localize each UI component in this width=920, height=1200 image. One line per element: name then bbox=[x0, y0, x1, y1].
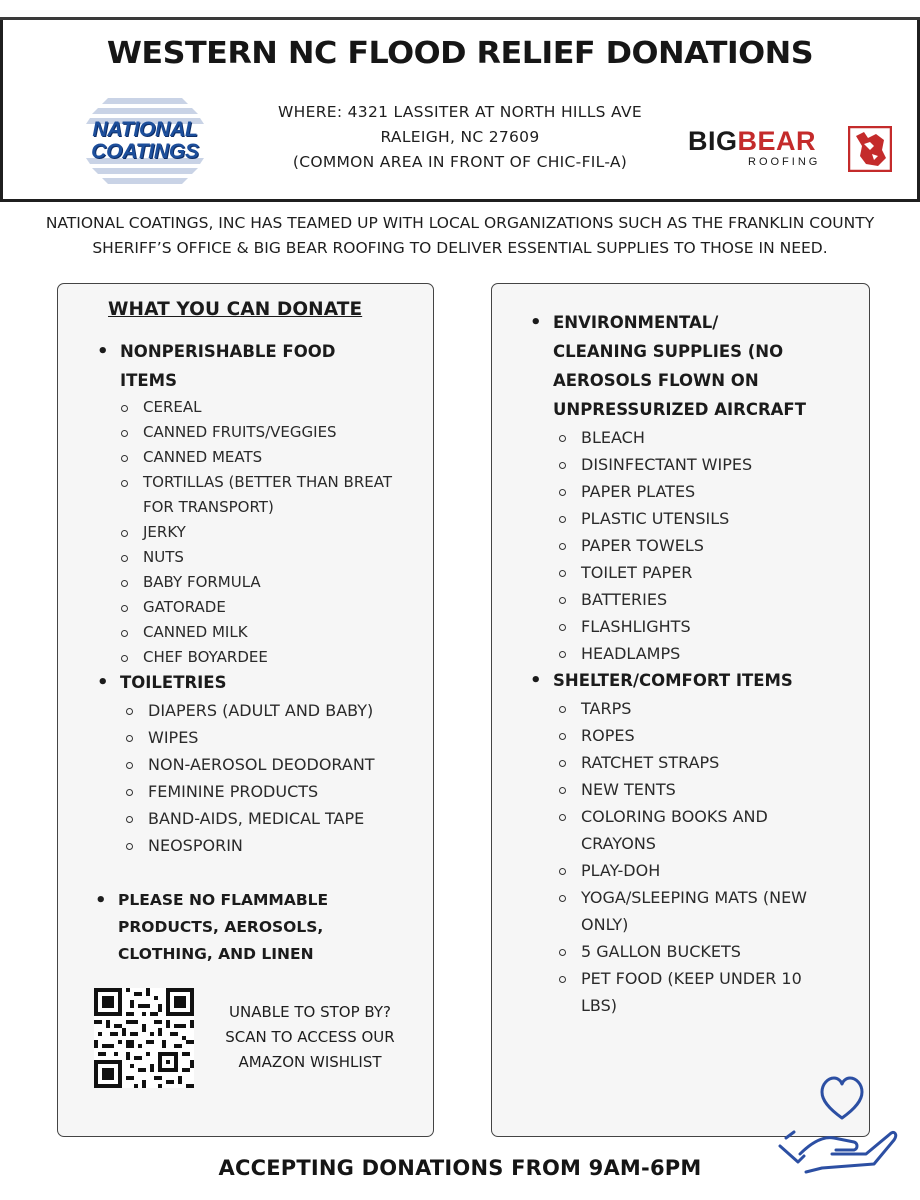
bullet-icon: • bbox=[95, 890, 107, 911]
callout-line: UNABLE TO STOP BY? bbox=[229, 1003, 391, 1021]
list-item: FEMININE PRODUCTS bbox=[148, 778, 428, 805]
list-item: FLASHLIGHTS bbox=[581, 613, 861, 640]
item-line: YOGA/SLEEPING MATS (NEW bbox=[581, 888, 807, 907]
list-item bbox=[581, 965, 861, 1019]
toiletries-category-list bbox=[120, 668, 420, 697]
category-label-line: UNPRESSURIZED AIRCRAFT bbox=[553, 400, 806, 419]
notice-line: PLEASE NO FLAMMABLE bbox=[118, 891, 329, 909]
big-bear-roofing-logo bbox=[688, 126, 898, 176]
big-bear-wordmark bbox=[688, 126, 816, 157]
qr-code-icon[interactable] bbox=[94, 988, 194, 1088]
item-line: ONLY) bbox=[581, 915, 629, 934]
item-line: PET FOOD (KEEP UNDER 10 bbox=[581, 969, 802, 988]
list-item bbox=[581, 884, 861, 938]
bear-text: BEAR bbox=[737, 126, 817, 156]
list-item: BATTERIES bbox=[581, 586, 861, 613]
list-item: ROPES bbox=[581, 722, 861, 749]
callout-line: SCAN TO ACCESS OUR bbox=[225, 1028, 395, 1046]
page-title: WESTERN NC FLOOD RELIEF DONATIONS bbox=[106, 36, 814, 71]
list-item: DISINFECTANT WIPES bbox=[581, 451, 861, 478]
list-item: CANNED FRUITS/VEGGIES bbox=[143, 420, 423, 445]
item-line: LBS) bbox=[581, 996, 618, 1015]
list-item: CHEF BOYARDEE bbox=[143, 645, 423, 670]
list-item: JERKY bbox=[143, 520, 423, 545]
event-location bbox=[230, 100, 690, 175]
list-item: BLEACH bbox=[581, 424, 861, 451]
where-line: (COMMON AREA IN FRONT OF CHIC-FIL-A) bbox=[292, 153, 628, 171]
intro-text: NATIONAL COATINGS, INC HAS TEAMED UP WITH LOCAL ORGANIZATIONS SUCH AS THE FRANKLIN COUNTY SHERIFF’S OFFICE & BIG BEAR ROOFING TO DELIVER ESSENTIAL SUPPLIES TO THOSE IN NEED. bbox=[45, 214, 875, 257]
list-item: HEADLAMPS bbox=[581, 640, 861, 667]
list-item: GATORADE bbox=[143, 595, 423, 620]
wishlist-callout bbox=[205, 1000, 415, 1075]
list-item: NEOSPORIN bbox=[148, 832, 428, 859]
national-coatings-logo bbox=[70, 96, 220, 186]
list-item: 5 GALLON BUCKETS bbox=[581, 938, 861, 965]
list-item: PAPER PLATES bbox=[581, 478, 861, 505]
no-flammable-notice bbox=[118, 887, 368, 968]
list-item: NUTS bbox=[143, 545, 423, 570]
food-category-list bbox=[120, 337, 420, 395]
category-label-line: CLEANING SUPPLIES (NO bbox=[553, 342, 784, 361]
national-logo-text: NATIONAL bbox=[92, 118, 198, 141]
list-item: BAND-AIDS, MEDICAL TAPE bbox=[148, 805, 428, 832]
environmental-items-list bbox=[581, 424, 861, 667]
list-item: WIPES bbox=[148, 724, 428, 751]
shelter-category-list bbox=[553, 666, 853, 695]
category-label-line: • NONPERISHABLE FOOD bbox=[120, 342, 336, 361]
list-item: CEREAL bbox=[143, 395, 423, 420]
list-item: PAPER TOWELS bbox=[581, 532, 861, 559]
list-item: TARPS bbox=[581, 695, 861, 722]
list-item: PLAY-DOH bbox=[581, 857, 861, 884]
list-item: NEW TENTS bbox=[581, 776, 861, 803]
category-label-line: • ENVIRONMENTAL/ bbox=[553, 313, 719, 332]
list-item: BABY FORMULA bbox=[143, 570, 423, 595]
list-item: TOILET PAPER bbox=[581, 559, 861, 586]
where-line: RALEIGH, NC 27609 bbox=[380, 128, 540, 146]
list-item: NON-AEROSOL DEODORANT bbox=[148, 751, 428, 778]
list-item: CANNED MEATS bbox=[143, 445, 423, 470]
donation-hours: ACCEPTING DONATIONS FROM 9AM-6PM bbox=[218, 1156, 702, 1180]
category-environmental bbox=[553, 308, 853, 424]
header-divider bbox=[0, 199, 920, 202]
category-shelter: • SHELTER/COMFORT ITEMS bbox=[553, 666, 853, 695]
shelter-items-list bbox=[581, 695, 861, 1019]
donate-heading: WHAT YOU CAN DONATE bbox=[108, 299, 363, 320]
item-line: TORTILLAS (BETTER THAN BREAT bbox=[143, 473, 392, 491]
category-label-line: AEROSOLS FLOWN ON bbox=[553, 371, 759, 390]
bear-badge-icon bbox=[848, 126, 892, 172]
list-item: RATCHET STRAPS bbox=[581, 749, 861, 776]
coatings-logo-text: COATINGS bbox=[91, 140, 199, 163]
big-text: BIG bbox=[688, 126, 738, 156]
top-border bbox=[0, 0, 920, 20]
list-item: DIAPERS (ADULT AND BABY) bbox=[148, 697, 428, 724]
item-line: CRAYONS bbox=[581, 834, 656, 853]
roofing-text: ROOFING bbox=[748, 156, 821, 168]
category-label-line: ITEMS bbox=[120, 371, 177, 390]
where-line: WHERE: 4321 LASSITER AT NORTH HILLS AVE bbox=[278, 103, 642, 121]
list-item bbox=[581, 803, 861, 857]
item-line: COLORING BOOKS AND bbox=[581, 807, 768, 826]
callout-line: AMAZON WISHLIST bbox=[238, 1053, 382, 1071]
category-food bbox=[120, 337, 420, 395]
category-toiletries: • TOILETRIES bbox=[120, 668, 420, 697]
list-item: CANNED MILK bbox=[143, 620, 423, 645]
food-items-list bbox=[143, 395, 423, 670]
list-item bbox=[143, 470, 423, 520]
notice-line: CLOTHING, AND LINEN bbox=[118, 945, 314, 963]
environmental-category-list bbox=[553, 308, 853, 424]
toiletries-items-list bbox=[148, 697, 428, 859]
notice-line: PRODUCTS, AEROSOLS, bbox=[118, 918, 324, 936]
list-item: PLASTIC UTENSILS bbox=[581, 505, 861, 532]
item-line: FOR TRANSPORT) bbox=[143, 498, 274, 516]
